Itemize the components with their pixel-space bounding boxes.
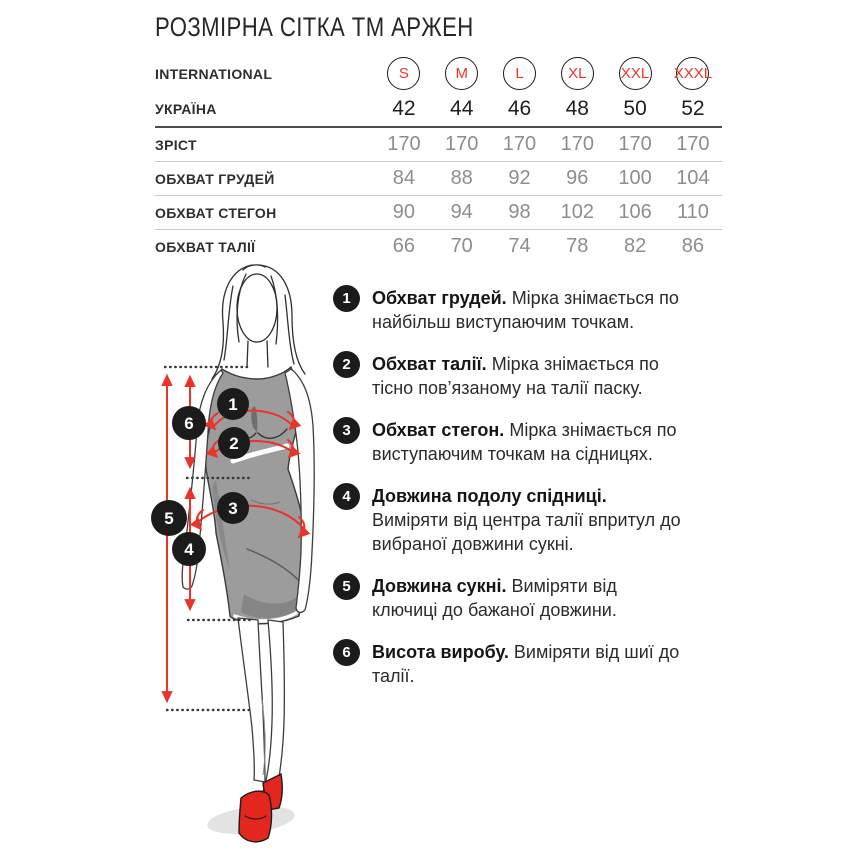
legend-number-3: 3 [333, 417, 360, 444]
size-badge-l: L [503, 57, 536, 90]
figure-marker-2 [218, 427, 250, 459]
row-label: ОБХВАТ ТАЛІЇ [155, 238, 256, 255]
legend-number-4: 4 [333, 483, 360, 510]
legend-number-6: 6 [333, 639, 360, 666]
legend-text: Довжина подолу спідниці. Виміряти від центра талії впритул до вибраної довжини сукні. [372, 486, 681, 554]
ukraine-size: 52 [681, 96, 705, 120]
row-label: ЗРІСТ [155, 136, 197, 153]
international-label: INTERNATIONAL [155, 65, 273, 82]
table-row-waist [155, 230, 722, 263]
ukraine-size: 46 [507, 96, 532, 120]
table-cell: 70 [450, 235, 473, 257]
table-cell: 170 [676, 133, 710, 155]
table-row-hips [155, 196, 722, 230]
table-cell: 102 [560, 201, 594, 223]
table-cell: 90 [392, 201, 416, 223]
legend-item-2 [333, 352, 693, 400]
table-cell: 94 [450, 201, 473, 223]
legend-text: Обхват грудей. Мірка знімається по найбільш виступаючим точкам. [372, 288, 679, 332]
table-cell: 74 [508, 235, 531, 257]
measurement-legend [333, 286, 693, 706]
svg-text:1: 1 [228, 395, 238, 414]
legend-text: Обхват талії. Мірка знімається по тісно пов’язаному на талії паску. [372, 354, 659, 398]
table-cell: 110 [676, 201, 709, 223]
svg-text:2: 2 [229, 434, 239, 453]
table-cell: 82 [623, 235, 647, 257]
size-badge-xxl: XXL [619, 57, 652, 90]
ukraine-size: 42 [392, 96, 416, 120]
figure-marker-3 [217, 492, 249, 524]
svg-text:3: 3 [228, 499, 238, 518]
size-table [155, 56, 722, 263]
table-cell: 106 [618, 201, 652, 223]
table-cell: 92 [508, 167, 531, 189]
svg-text:4: 4 [184, 540, 194, 559]
table-cell: 78 [566, 235, 589, 257]
size-badge-xxxl: XXXL [676, 57, 709, 90]
table-cell: 66 [392, 235, 416, 257]
left-leg [238, 618, 265, 782]
table-cell: 170 [618, 133, 652, 155]
ukraine-size: 48 [565, 96, 589, 120]
legend-item-1 [333, 286, 693, 334]
size-badge-xl: XL [561, 57, 594, 90]
figure-marker-4 [172, 532, 206, 566]
table-cell: 98 [508, 201, 531, 223]
figure-marker-6 [172, 406, 206, 440]
ukraine-label: УКРАЇНА [155, 100, 217, 117]
international-row [155, 56, 722, 91]
table-cell: 170 [445, 133, 479, 155]
table-cell: 88 [450, 167, 473, 189]
legend-number-5: 5 [333, 573, 360, 600]
table-cell: 170 [560, 133, 594, 155]
legend-item-3 [333, 418, 693, 466]
table-cell: 84 [392, 167, 416, 189]
red-shoes [239, 774, 282, 842]
legend-item-6 [333, 640, 693, 688]
ukraine-size: 44 [450, 96, 474, 120]
table-cell: 100 [618, 167, 652, 189]
size-badge-m: M [445, 57, 478, 90]
legend-item-5 [333, 574, 693, 622]
figure-illustration [140, 262, 350, 850]
ukraine-row [155, 91, 722, 128]
svg-text:6: 6 [184, 414, 194, 433]
figure-marker-5 [151, 500, 187, 536]
page-title: РОЗМІРНА СІТКА ТМ АРЖЕН [155, 12, 474, 42]
table-row-height [155, 128, 722, 162]
legend-text: Довжина сукні. Виміряти від ключиці до бажаної довжини. [372, 576, 617, 620]
legend-item-4 [333, 484, 693, 556]
row-label: ОБХВАТ ГРУДЕЙ [155, 170, 275, 187]
legend-number-1: 1 [333, 285, 360, 312]
table-cell: 96 [566, 167, 589, 189]
size-badge-s: S [387, 57, 420, 90]
table-cell: 170 [502, 133, 537, 155]
row-label: ОБХВАТ СТЕГОН [155, 204, 277, 221]
table-cell: 104 [676, 167, 710, 189]
right-leg [263, 620, 284, 798]
table-cell: 86 [681, 235, 704, 257]
ukraine-size: 50 [623, 96, 647, 120]
figure-marker-1 [217, 388, 249, 420]
svg-text:5: 5 [164, 509, 174, 528]
legend-number-2: 2 [333, 351, 360, 378]
legend-text: Висота виробу. Виміряти від шиї до талії. [372, 642, 680, 686]
table-cell: 170 [387, 133, 421, 155]
legend-text: Обхват стегон. Мірка знімається по виступаючим точкам на сідницях. [372, 420, 677, 464]
table-row-bust [155, 162, 722, 196]
